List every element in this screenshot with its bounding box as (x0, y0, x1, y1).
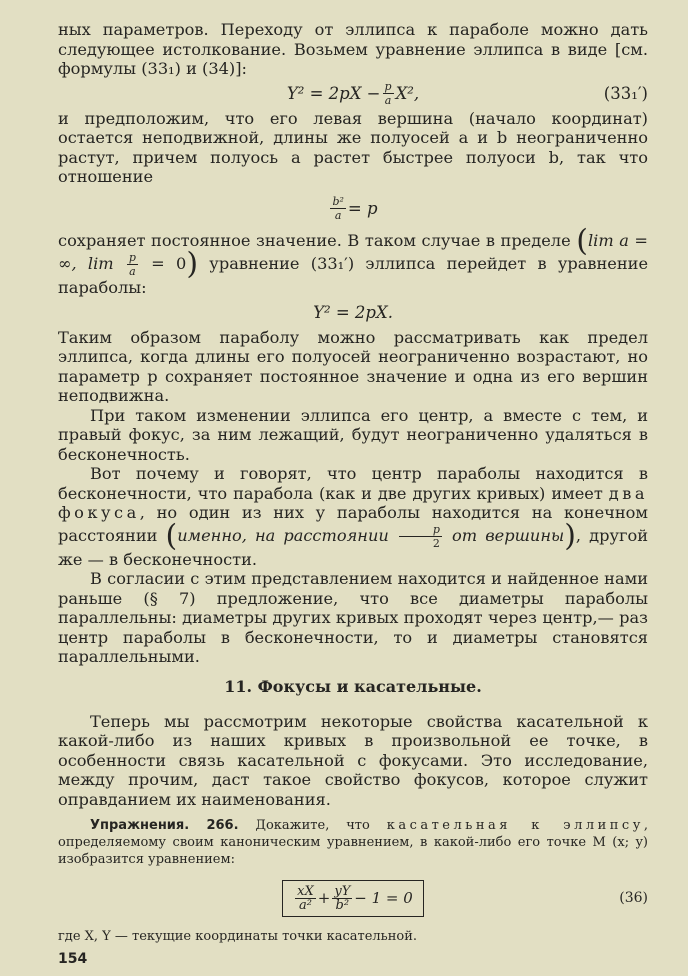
fraction-numerator: b² (332, 195, 344, 208)
formula-33-1-prime (58, 79, 648, 109)
exercise-spaced: касательная к эллипсу (386, 818, 644, 833)
paragraph-6-c: именно, на расстоянии (177, 525, 397, 545)
paragraph-6-e: , другой же — в бесконечности. (58, 525, 648, 569)
plus-sign: + (317, 889, 331, 907)
exercise-text-b: , определяемому своим каноническим уравнением, в какой-либо его точке M (x; y) изобразится уравнением: (58, 818, 648, 867)
fraction-p-over-2 (399, 523, 442, 550)
equation-rest: − 1 = 0 (354, 889, 413, 907)
formula-number: (36) (619, 890, 648, 906)
formula-number: (33₁′) (603, 84, 648, 103)
paragraph-3-start: сохраняет постоянное значение. В таком случае в пределе (58, 230, 571, 250)
formula-ratio (58, 187, 648, 231)
fraction-denominator: a (129, 265, 136, 278)
spaced-two-foci: два фокуса (58, 483, 648, 522)
left-paren: ( (165, 518, 178, 553)
fraction-denominator: a (384, 94, 392, 107)
fraction-p-over-a-limit (127, 251, 138, 278)
paragraph-4: Таким образом параболу можно рассматривать как предел эллипса, когда длины его полуосей неограниченно возрастают, но параметр p сохраняет постоянное значение и одна из его вершин неподвижна. (58, 327, 648, 405)
fraction-denominator: b² (335, 897, 350, 913)
right-paren: ) (564, 518, 576, 553)
paragraph-2: и предположим, что его левая вершина (начало координат) остается неподвижной, длины же полуосей a и b неограниченно растут, причем полуось a растет быстрее полуоси b, так что отношение (58, 108, 648, 186)
paragraph-6-a: Вот почему и говорят, что центр параболы находится в бесконечности, что парабола (как и две других кривых) имеет (58, 464, 648, 503)
fraction-numerator: p (384, 80, 392, 93)
exercise-text-a: Докажите, что (238, 818, 387, 833)
limit-expression: lim a = ∞, lim (58, 230, 648, 273)
formula-rhs: = p (347, 199, 378, 218)
paragraph-3-end: уравнение (33₁′) эллипса перейдет в уравнение параболы: (58, 254, 649, 297)
paragraph-6-d: от вершины (443, 525, 565, 545)
paragraph-7: В согласии с этим представлением находится и найденное нами раньше (§ 7) предложение, что все диаметры параболы параллельны: диаметры других кривых проходят через центр,— раз центр параболы в бесконечности, то и диаметры становятся параллельными. (58, 569, 648, 666)
fraction-denominator: 2 (432, 536, 440, 550)
paragraph-1: ных параметров. Переходу от эллипса к параболе можно дать следующее истолкование. Возьмем уравнение эллипса в виде [см. формулы (33₁) и (34)]: (58, 20, 648, 78)
fraction-numerator: xX (297, 883, 314, 899)
exercise-label: Упражнения. 266. (90, 818, 239, 833)
formula-parabola (58, 298, 648, 328)
page-number: 154 (58, 951, 88, 967)
paragraph-9: где X, Y — текущие координаты точки касательной. (58, 929, 418, 944)
limit-expression-end: = 0 (139, 254, 187, 273)
formula-lhs: Y² = 2pX − (286, 84, 381, 103)
formula-rhs: X², (395, 84, 420, 103)
section-title: 11. Фокусы и касательные. (224, 676, 482, 696)
paragraph-5: При таком изменении эллипса его центр, а вместе с тем, и правый фокус, за ним лежащий, будут неограниченно удаляться в бесконечность. (58, 405, 648, 464)
fraction-p-over-a (383, 80, 394, 107)
formula-parabola-text: Y² = 2pX. (313, 303, 393, 322)
fraction-yY-over-b2 (332, 885, 352, 912)
paragraph-6 (58, 464, 648, 569)
fraction-numerator: p (399, 523, 442, 537)
left-paren: ( (576, 223, 588, 258)
paragraph-8: Теперь мы рассмотрим некоторые свойства касательной к какой-либо из наших кривых в произвольной ее точке, в особенности связь касательной с фокусами. Это исследование, между прочим, даст такое свойство фокусов, которое служит оправданием их наименования. (58, 711, 648, 809)
paragraph-3 (58, 223, 649, 298)
boxed-equation (282, 880, 424, 917)
fraction-denominator: a (334, 209, 342, 222)
formula-36 (58, 872, 648, 924)
fraction-xX-over-a2 (295, 885, 316, 912)
paragraph-6-b: , но один из них у параболы находится на конечном расстоянии (58, 503, 648, 545)
right-paren: ) (186, 246, 199, 282)
fraction-numerator: yY (334, 883, 351, 899)
fraction-b2-over-a (330, 195, 345, 222)
fraction-denominator: a² (298, 897, 312, 913)
exercise-266 (58, 817, 648, 868)
fraction-numerator: p (128, 251, 136, 264)
